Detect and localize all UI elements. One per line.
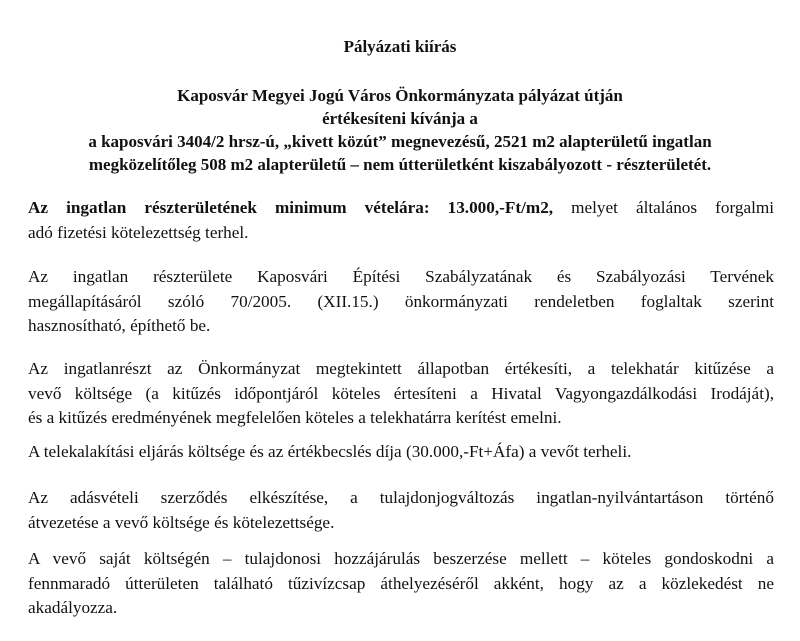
document-title: Pályázati kiírás [343, 37, 457, 56]
paragraph-line: Az adásvételi szerződés elkészítése, a tulajdonjogváltozás ingatlan-nyilvántartáson történő [28, 488, 774, 507]
paragraph-contract [28, 486, 774, 535]
paragraph-zoning [28, 265, 774, 339]
paragraph-boundary [28, 357, 774, 431]
heading-line: megközelítőleg 508 m2 alapterületű – nem útterületként kiszabályozott - részterületét. [88, 155, 712, 174]
heading-line: a kaposvári 3404/2 hrsz-ú, „kivett közút” megnevezésű, 2521 m2 alapterületű ingatlan [88, 132, 712, 151]
paragraph-line: adó fizetési kötelezettség terhel. [28, 222, 249, 242]
paragraph-line: és a kitűzés eredményének megfelelően köteles a telekhatárra kerítést emelni. [28, 408, 562, 427]
document-heading [20, 84, 780, 176]
paragraph-costs [28, 440, 774, 465]
paragraph-line: A telekalakítási eljárás költsége és az értékbecslés díja (30.000,-Ft+Áfa) a vevőt terheli. [28, 442, 632, 461]
paragraph-line: A vevő saját költségén – tulajdonosi hozzájárulás beszerzése mellett – köteles gondoskodni a [28, 549, 774, 568]
heading-line: Kaposvár Megyei Jogú Város Önkormányzata pályázat útján [177, 86, 623, 105]
paragraph-line: átvezetése a vevő költsége és kötelezettsége. [28, 512, 335, 532]
paragraph-line: hasznosítható, építhető be. [28, 316, 211, 335]
minimum-price-rest-text: melyet általános forgalmi [553, 198, 774, 217]
heading-line: értékesíteni kívánja a [322, 109, 478, 128]
paragraph-hydrant [28, 547, 774, 621]
paragraph-minimum-price [28, 196, 774, 245]
paragraph-line [28, 196, 774, 221]
minimum-price-bold-text: Az ingatlan részterületének minimum vételára: 13.000,-Ft/m2, [28, 198, 554, 217]
paragraph-line: vevő költsége (a kitűzés időpontjáról köteles értesíteni a Hivatal Vagyongazdálkodási Irodáját), [28, 383, 774, 403]
paragraph-line: Az ingatlan részterülete Kaposvári Építési Szabályzatának és Szabályozási Tervének [28, 267, 774, 286]
paragraph-line: fennmaradó útterületen található tűzivízcsap áthelyezéséről akként, hogy az a közlekedést ne [28, 573, 774, 593]
paragraph-line: megállapításáról szóló 70/2005. (XII.15.) önkormányzati rendeletben foglaltak szerint [28, 291, 774, 311]
paragraph-line: akadályozza. [28, 598, 118, 617]
paragraph-line: Az ingatlanrészt az Önkormányzat megtekintett állapotban értékesíti, a telekhatár kitűzése a [28, 359, 774, 378]
